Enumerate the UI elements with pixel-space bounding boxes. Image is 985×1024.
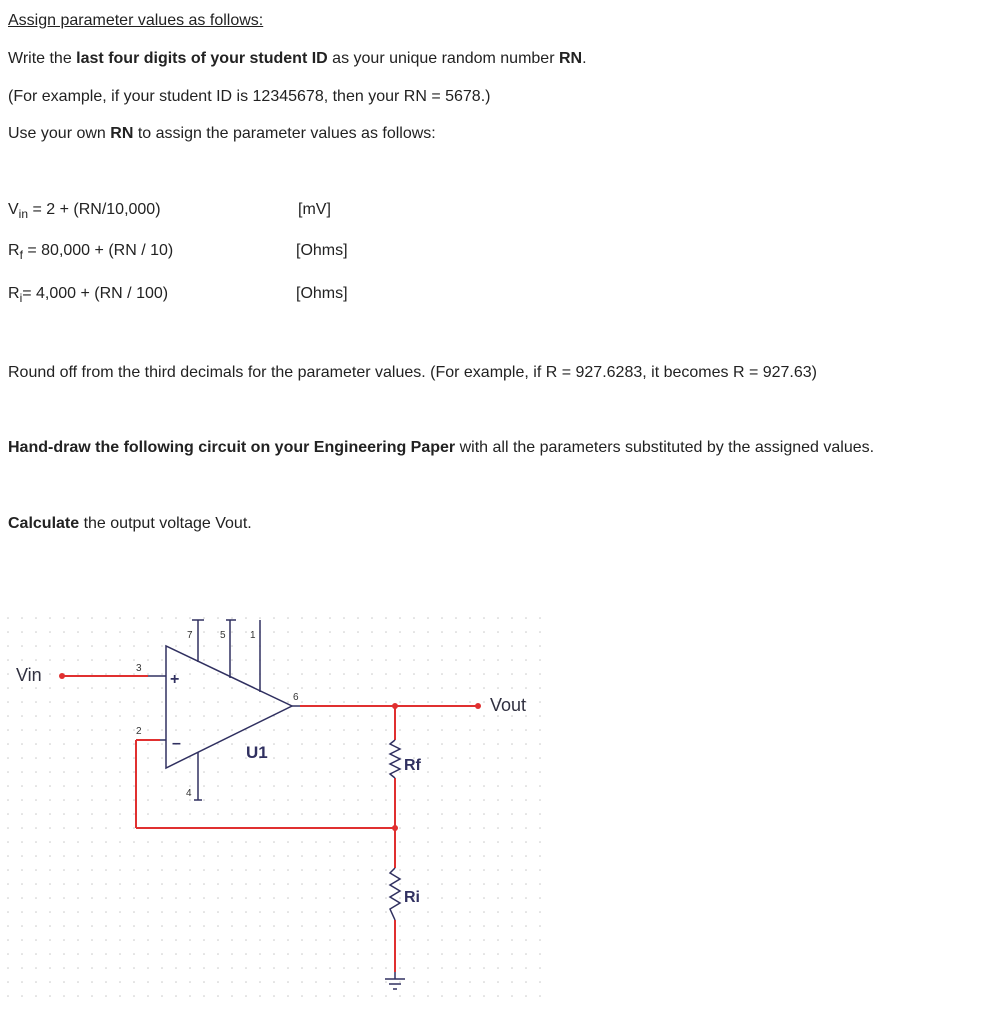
instruction-line-3: Use your own RN to assign the parameter values as follows: (8, 125, 436, 142)
ri-resistor (390, 868, 400, 920)
param-rf: $R_f = 80,000 + (RN / 10)$ (8, 242, 174, 262)
vin-node (59, 673, 65, 679)
pin-7-label: 7 (187, 630, 193, 641)
output-junction-node (392, 703, 398, 709)
opamp-label: U1 (246, 743, 268, 762)
param-ri: $R_i= 4,000 + (RN / 100)$ (8, 285, 169, 305)
pin-1-label: 1 (250, 630, 256, 641)
rounding-note: Round off from the third decimals for the parameter values. (For example, if R = 927.6283, it becomes R = 927.63) (8, 364, 817, 381)
feedback-junction-node (392, 825, 398, 831)
pin-4-label: 4 (186, 788, 192, 799)
instruction-line-1: Write the last four digits of your student ID as your unique random number RN. (8, 50, 587, 67)
vout-node (475, 703, 481, 709)
plus-sign: + (170, 671, 180, 688)
param-vin: $V_{in} = 2 + (RN/10,000)$ (8, 201, 161, 221)
ri-label: Ri (404, 889, 420, 906)
heading: Assign parameter values as follows: (8, 12, 264, 29)
pin-3-label: 3 (136, 663, 142, 674)
opamp-body (166, 646, 292, 768)
ground-symbol (385, 972, 405, 989)
param-vin-unit: [mV] (298, 201, 331, 218)
example-line: (For example, if your student ID is 12345678, then your RN = 5678.) (8, 88, 491, 105)
rf-resistor (390, 740, 400, 778)
vout-label: Vout (490, 695, 527, 715)
vin-label: Vin (16, 665, 42, 685)
pin-5-label: 5 (220, 630, 226, 641)
circuit-schematic (0, 600, 560, 1010)
minus-sign: – (172, 735, 181, 752)
calculate-instruction: Calculate the output voltage Vout. (8, 515, 252, 532)
pin-2-label: 2 (136, 726, 142, 737)
param-rf-unit: [Ohms] (296, 242, 348, 259)
param-ri-unit: [Ohms] (296, 285, 348, 302)
pin-6-label: 6 (293, 692, 299, 703)
rf-label: Rf (404, 757, 421, 774)
grid-dots (7, 617, 541, 997)
hand-draw-instruction: Hand-draw the following circuit on your Engineering Paper with all the parameters substituted by the assigned values. (8, 439, 875, 456)
